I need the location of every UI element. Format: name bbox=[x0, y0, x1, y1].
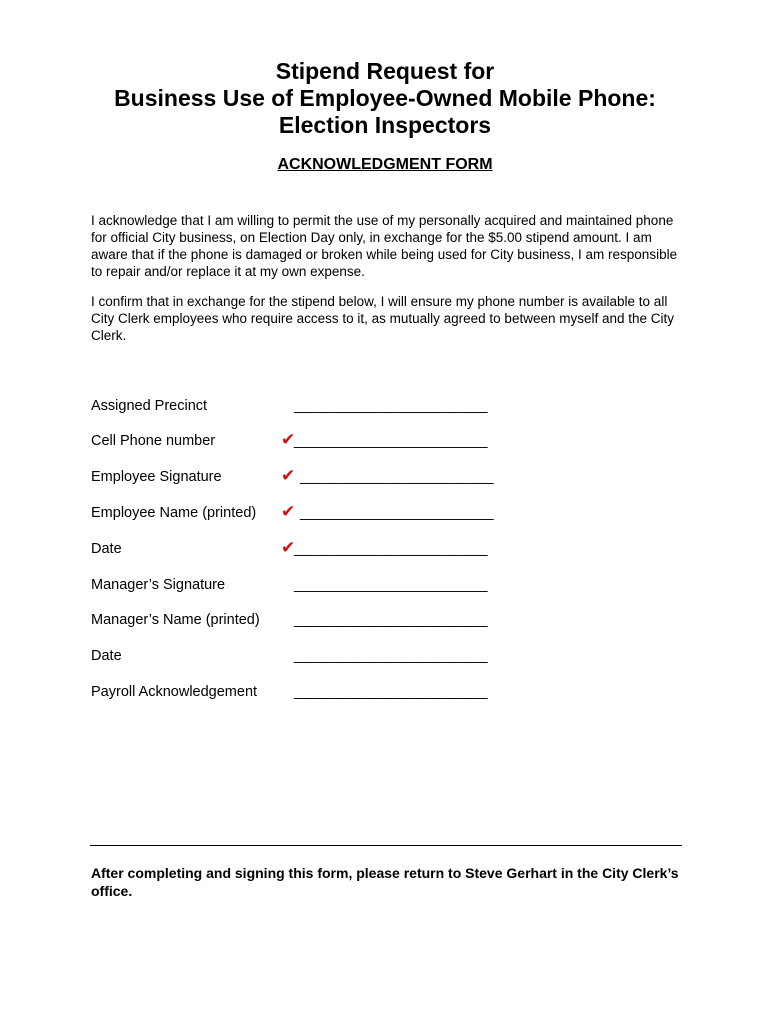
checkmark-icon: ✔ bbox=[281, 538, 296, 557]
checkmark-icon: ✔ bbox=[281, 430, 296, 449]
field-label: Date bbox=[91, 541, 122, 557]
signature-line[interactable]: ________________________ bbox=[294, 541, 488, 557]
field-label: Employee Name (printed) bbox=[91, 505, 257, 521]
signature-line[interactable]: ________________________ bbox=[300, 469, 494, 485]
field-label: Manager’s Name (printed) bbox=[91, 612, 260, 628]
signature-line[interactable]: ________________________ bbox=[294, 433, 488, 449]
field-row-date bbox=[91, 538, 691, 561]
field-row-manager-signature bbox=[91, 577, 691, 597]
field-row-manager-name bbox=[91, 612, 691, 632]
footer-divider bbox=[90, 845, 682, 846]
signature-line[interactable]: ________________________ bbox=[294, 612, 488, 628]
checkmark-icon: ✔ bbox=[281, 466, 296, 485]
title-line-1: Stipend Request for bbox=[275, 58, 495, 84]
checkmark-icon: ✔ bbox=[281, 502, 296, 521]
signature-line[interactable]: ________________________ bbox=[294, 648, 488, 664]
field-row-employee-signature bbox=[91, 466, 691, 489]
field-row-payroll-acknowledgement bbox=[91, 684, 691, 704]
title-line-2: Business Use of Employee-Owned Mobile Phone: bbox=[114, 85, 656, 111]
field-row-manager-date bbox=[91, 648, 691, 668]
form-title bbox=[60, 58, 710, 139]
signature-line[interactable]: ________________________ bbox=[294, 684, 488, 700]
field-row-assigned-precinct bbox=[91, 398, 691, 418]
field-label: Manager’s Signature bbox=[91, 577, 226, 593]
signature-line[interactable]: ________________________ bbox=[294, 398, 488, 414]
return-instructions: After completing and signing this form, please return to Steve Gerhart in the City Clerk’s office. bbox=[91, 865, 679, 899]
field-label: Date bbox=[91, 648, 122, 664]
form-subtitle: ACKNOWLEDGMENT FORM bbox=[277, 156, 493, 173]
field-row-employee-name bbox=[91, 502, 691, 525]
title-line-3: Election Inspectors bbox=[278, 112, 492, 138]
field-row-cell-phone bbox=[91, 430, 691, 453]
signature-line[interactable]: ________________________ bbox=[294, 577, 488, 593]
field-label: Assigned Precinct bbox=[91, 398, 208, 414]
signature-line[interactable]: ________________________ bbox=[300, 505, 494, 521]
confirmation-paragraph: I confirm that in exchange for the stipend below, I will ensure my phone number is available to all City Clerk employees who require access to it, as mutually agreed to between myself and the City Clerk. bbox=[91, 294, 675, 343]
field-label: Employee Signature bbox=[91, 469, 222, 485]
field-label: Cell Phone number bbox=[91, 433, 216, 449]
acknowledgment-paragraph: I acknowledge that I am willing to permit the use of my personally acquired and maintained phone for official City business, on Election Day only, in exchange for the $5.00 stipend amount. I am aware that if the phone is damaged or broken while being used for City business, I am responsible to repair and/or replace it at my own expense. bbox=[91, 213, 678, 279]
field-label: Payroll Acknowledgement bbox=[91, 684, 258, 700]
